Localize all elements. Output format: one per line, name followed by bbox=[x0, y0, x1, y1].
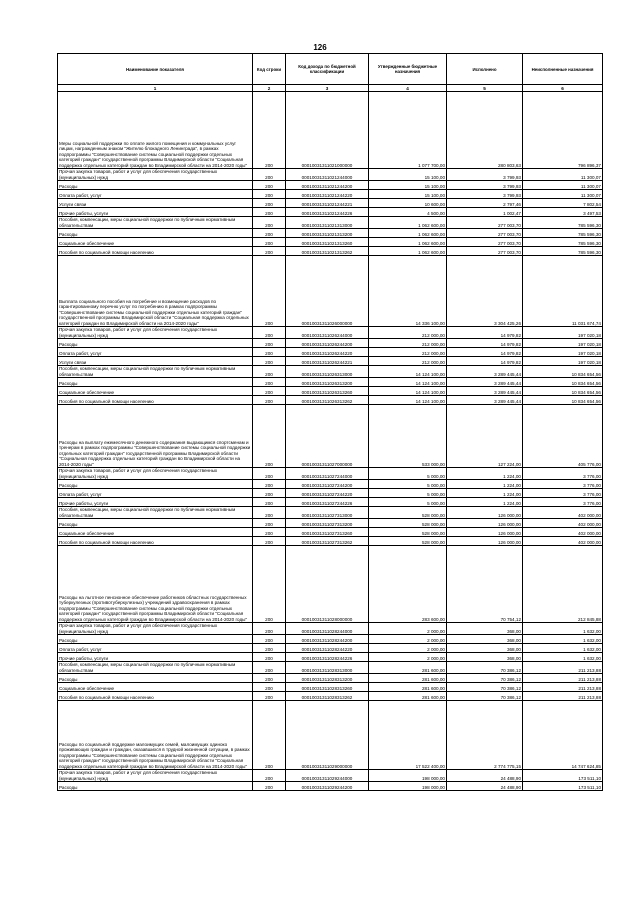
row-code: 200 bbox=[253, 366, 286, 378]
row-name: Пособия по социальной помощи населению bbox=[58, 396, 253, 405]
row-approved: 2 000,00 bbox=[369, 623, 447, 635]
row-classification: 00010031311027244226 bbox=[286, 498, 369, 507]
row-approved: 283 600,00 bbox=[369, 546, 447, 623]
table-row bbox=[58, 169, 603, 181]
col-number: 1 bbox=[58, 85, 253, 92]
row-classification: 00010031311028244200 bbox=[286, 635, 369, 644]
row-approved: 5 000,00 bbox=[369, 498, 447, 507]
table-row bbox=[58, 208, 603, 217]
table-row bbox=[58, 489, 603, 498]
row-approved: 281 600,00 bbox=[369, 674, 447, 683]
col-number: 6 bbox=[523, 85, 603, 92]
col-number: 5 bbox=[447, 85, 523, 92]
row-approved: 17 522 400,00 bbox=[369, 701, 447, 770]
row-executed: 3 304 425,26 bbox=[447, 256, 523, 327]
row-classification: 00010031311028000000 bbox=[286, 546, 369, 623]
row-approved: 212 000,00 bbox=[369, 339, 447, 348]
row-code: 200 bbox=[253, 662, 286, 674]
row-executed: 3 799,93 bbox=[447, 190, 523, 199]
row-executed: 1 224,00 bbox=[447, 489, 523, 498]
row-name: Социальное обеспечение bbox=[58, 238, 253, 247]
row-unexecuted: 11 300,07 bbox=[523, 190, 603, 199]
row-approved: 281 600,00 bbox=[369, 662, 447, 674]
row-executed: 127 224,00 bbox=[447, 405, 523, 468]
row-unexecuted: 211 213,88 bbox=[523, 692, 603, 701]
row-classification: 00010031311021244000 bbox=[286, 169, 369, 181]
col-header-name: Наименование показателя bbox=[58, 54, 253, 85]
row-executed: 14 979,82 bbox=[447, 339, 523, 348]
row-code: 200 bbox=[253, 169, 286, 181]
row-unexecuted: 402 000,00 bbox=[523, 537, 603, 546]
row-approved: 5 000,00 bbox=[369, 480, 447, 489]
row-unexecuted: 1 632,00 bbox=[523, 653, 603, 662]
row-unexecuted: 11 300,07 bbox=[523, 169, 603, 181]
row-code: 200 bbox=[253, 701, 286, 770]
table-row bbox=[58, 653, 603, 662]
row-classification: 00010031311027313000 bbox=[286, 507, 369, 519]
row-name: Услуги связи bbox=[58, 199, 253, 208]
row-approved: 15 100,00 bbox=[369, 169, 447, 181]
row-name: Расходы bbox=[58, 480, 253, 489]
table-row bbox=[58, 238, 603, 247]
col-header-code: Код строки bbox=[253, 54, 286, 85]
table-row bbox=[58, 348, 603, 357]
table-row bbox=[58, 683, 603, 692]
row-name: Расходы по социальной поддержке малоимущих семей, малоимущих одиноко проживающих граждан и граждан, оказавшихся в трудной жизненной ситуации, в рамках подпрограммы "Совершенствование системы социальной поддержки отдельных категорий граждан" государственной программы Владимирской области "Социальная поддержка отдельных категорий граждан во Владимирской области на 2014-2020 годы" bbox=[58, 701, 253, 770]
row-name: Оплата работ, услуг bbox=[58, 644, 253, 653]
row-executed: 70 754,12 bbox=[447, 546, 523, 623]
table-row bbox=[58, 537, 603, 546]
row-name: Расходы bbox=[58, 378, 253, 387]
row-executed: 3 289 445,44 bbox=[447, 396, 523, 405]
row-name: Расходы bbox=[58, 339, 253, 348]
row-classification: 00010031311029244000 bbox=[286, 770, 369, 782]
row-approved: 1 062 600,00 bbox=[369, 238, 447, 247]
table-row bbox=[58, 635, 603, 644]
row-classification: 00010031311026244221 bbox=[286, 357, 369, 366]
row-classification: 00010031311028313260 bbox=[286, 683, 369, 692]
col-header-unexecuted: Неисполненные назначения bbox=[523, 54, 603, 85]
row-executed: 3 799,93 bbox=[447, 169, 523, 181]
row-code: 200 bbox=[253, 357, 286, 366]
row-unexecuted: 197 020,18 bbox=[523, 348, 603, 357]
row-code: 200 bbox=[253, 190, 286, 199]
row-executed: 368,00 bbox=[447, 635, 523, 644]
row-name: Оплата работ, услуг bbox=[58, 489, 253, 498]
row-classification: 00010031311027244200 bbox=[286, 480, 369, 489]
row-executed: 24 488,90 bbox=[447, 770, 523, 782]
row-executed: 2 797,46 bbox=[447, 199, 523, 208]
row-unexecuted: 11 031 674,74 bbox=[523, 256, 603, 327]
row-code: 200 bbox=[253, 378, 286, 387]
table-row bbox=[58, 507, 603, 519]
row-executed: 2 774 775,15 bbox=[447, 701, 523, 770]
row-classification: 00010031311021000000 bbox=[286, 92, 369, 169]
row-code: 200 bbox=[253, 692, 286, 701]
table-row bbox=[58, 782, 603, 791]
row-executed: 368,00 bbox=[447, 623, 523, 635]
row-classification: 00010031311026244000 bbox=[286, 327, 369, 339]
row-executed: 24 488,90 bbox=[447, 782, 523, 791]
row-executed: 126 000,00 bbox=[447, 537, 523, 546]
row-code: 200 bbox=[253, 770, 286, 782]
table-row bbox=[58, 92, 603, 169]
row-code: 200 bbox=[253, 327, 286, 339]
table-row bbox=[58, 181, 603, 190]
row-classification: 00010031311027244000 bbox=[286, 468, 369, 480]
row-name: Меры социальной поддержки по оплате жилого помещения и коммунальных услуг лицам, награжденным знаком "Жителю блокадного Ленинграда", в рамках подпрограммы "Совершенствование системы социальной поддержки отдельных категорий граждан" государственной программы Владимирской области "Социальная поддержка отдельных категорий граждан во Владимирской области на 2014-2020 годы" bbox=[58, 92, 253, 169]
table-row bbox=[58, 247, 603, 256]
row-unexecuted: 211 213,88 bbox=[523, 674, 603, 683]
row-approved: 10 600,00 bbox=[369, 199, 447, 208]
row-code: 200 bbox=[253, 229, 286, 238]
row-executed: 277 003,70 bbox=[447, 238, 523, 247]
row-approved: 1 062 600,00 bbox=[369, 217, 447, 229]
row-classification: 00010031311029000000 bbox=[286, 701, 369, 770]
row-name: Прочая закупка товаров, работ и услуг для обеспечения государственных (муниципальных) нужд bbox=[58, 468, 253, 480]
row-executed: 3 289 445,44 bbox=[447, 366, 523, 378]
row-unexecuted: 197 020,18 bbox=[523, 357, 603, 366]
row-name: Прочие работы, услуги bbox=[58, 653, 253, 662]
row-executed: 277 003,70 bbox=[447, 247, 523, 256]
row-approved: 198 000,00 bbox=[369, 770, 447, 782]
row-executed: 280 803,63 bbox=[447, 92, 523, 169]
row-approved: 528 000,00 bbox=[369, 519, 447, 528]
row-classification: 00010031311026244200 bbox=[286, 339, 369, 348]
row-executed: 126 000,00 bbox=[447, 528, 523, 537]
row-approved: 14 336 100,00 bbox=[369, 256, 447, 327]
row-name: Расходы bbox=[58, 782, 253, 791]
row-name: Пособия, компенсации, меры социальной поддержки по публичным нормативным обязательствам bbox=[58, 366, 253, 378]
row-approved: 5 000,00 bbox=[369, 468, 447, 480]
row-name: Прочая закупка товаров, работ и услуг для обеспечения государственных (муниципальных) нужд bbox=[58, 623, 253, 635]
row-approved: 14 124 100,00 bbox=[369, 366, 447, 378]
row-code: 200 bbox=[253, 238, 286, 247]
row-name: Пособия по социальной помощи населению bbox=[58, 247, 253, 256]
row-executed: 14 979,82 bbox=[447, 357, 523, 366]
row-executed: 368,00 bbox=[447, 653, 523, 662]
row-classification: 00010031311027313200 bbox=[286, 519, 369, 528]
row-name: Расходы на льготное пенсионное обеспечение работников областных государственных туберкулезных (противотуберкулезных) учреждений здравоохранения в рамках подпрограммы "Совершенствование системы социальной поддержки отдельных категорий граждан" государственной программы Владимирской области "Социальная поддержка отдельных категорий граждан во Владимирской области на 2014-2020 годы" bbox=[58, 546, 253, 623]
row-name: Прочие работы, услуги bbox=[58, 498, 253, 507]
row-name: Расходы на выплату ежемесячного денежного содержания выдающимся спортсменам и тренерам в рамках подпрограммы "Совершенствование системы социальной поддержки отдельных категорий граждан" государственной программы Владимирской области "Социальная поддержка отдельных категорий граждан во Владимирской области на 2014-2020 годы" bbox=[58, 405, 253, 468]
row-code: 200 bbox=[253, 181, 286, 190]
row-approved: 212 000,00 bbox=[369, 357, 447, 366]
row-executed: 70 386,12 bbox=[447, 692, 523, 701]
col-number: 3 bbox=[286, 85, 369, 92]
row-classification: 00010031311026244220 bbox=[286, 348, 369, 357]
row-code: 200 bbox=[253, 468, 286, 480]
row-classification: 00010031311021313200 bbox=[286, 229, 369, 238]
row-approved: 1 062 600,00 bbox=[369, 229, 447, 238]
row-unexecuted: 10 834 654,56 bbox=[523, 396, 603, 405]
table-row bbox=[58, 339, 603, 348]
row-approved: 1 077 700,00 bbox=[369, 92, 447, 169]
row-classification: 00010031311021313262 bbox=[286, 247, 369, 256]
row-approved: 198 000,00 bbox=[369, 782, 447, 791]
row-code: 200 bbox=[253, 782, 286, 791]
row-code: 200 bbox=[253, 507, 286, 519]
table-row bbox=[58, 519, 603, 528]
table-row bbox=[58, 396, 603, 405]
row-executed: 70 386,12 bbox=[447, 674, 523, 683]
row-classification: 00010031311026313200 bbox=[286, 378, 369, 387]
row-approved: 14 124 100,00 bbox=[369, 378, 447, 387]
row-name: Пособия, компенсации, меры социальной поддержки по публичным нормативным обязательствам bbox=[58, 217, 253, 229]
table-row bbox=[58, 405, 603, 468]
row-executed: 277 003,70 bbox=[447, 229, 523, 238]
col-header-approved: Утвержденные бюджетные назначения bbox=[369, 54, 447, 85]
row-code: 200 bbox=[253, 546, 286, 623]
row-name: Услуги связи bbox=[58, 357, 253, 366]
row-unexecuted: 785 596,30 bbox=[523, 238, 603, 247]
row-approved: 14 124 100,00 bbox=[369, 396, 447, 405]
table-row bbox=[58, 357, 603, 366]
row-code: 200 bbox=[253, 528, 286, 537]
row-name: Пособия по социальной помощи населению bbox=[58, 692, 253, 701]
col-header-classification: Код дохода по бюджетной классификации bbox=[286, 54, 369, 85]
row-unexecuted: 173 511,10 bbox=[523, 770, 603, 782]
row-code: 200 bbox=[253, 256, 286, 327]
row-code: 200 bbox=[253, 387, 286, 396]
row-classification: 00010031311028244226 bbox=[286, 653, 369, 662]
row-classification: 00010031311021313000 bbox=[286, 217, 369, 229]
row-classification: 00010031311021313260 bbox=[286, 238, 369, 247]
row-executed: 70 386,12 bbox=[447, 683, 523, 692]
row-name: Оплата работ, услуг bbox=[58, 348, 253, 357]
row-classification: 00010031311026000000 bbox=[286, 256, 369, 327]
row-classification: 00010031311027000000 bbox=[286, 405, 369, 468]
row-executed: 14 979,82 bbox=[447, 348, 523, 357]
row-unexecuted: 14 747 624,85 bbox=[523, 701, 603, 770]
row-classification: 00010031311026313000 bbox=[286, 366, 369, 378]
row-classification: 00010031311021244226 bbox=[286, 208, 369, 217]
row-unexecuted: 211 213,88 bbox=[523, 683, 603, 692]
table-row bbox=[58, 644, 603, 653]
table-row bbox=[58, 528, 603, 537]
row-executed: 368,00 bbox=[447, 644, 523, 653]
row-approved: 533 000,00 bbox=[369, 405, 447, 468]
row-approved: 528 000,00 bbox=[369, 528, 447, 537]
row-executed: 277 003,70 bbox=[447, 217, 523, 229]
row-approved: 5 000,00 bbox=[369, 489, 447, 498]
row-code: 200 bbox=[253, 537, 286, 546]
row-unexecuted: 10 834 654,56 bbox=[523, 378, 603, 387]
table-row bbox=[58, 327, 603, 339]
row-code: 200 bbox=[253, 480, 286, 489]
table-row bbox=[58, 190, 603, 199]
row-unexecuted: 10 834 654,56 bbox=[523, 366, 603, 378]
row-executed: 1 002,47 bbox=[447, 208, 523, 217]
row-executed: 1 224,00 bbox=[447, 480, 523, 489]
row-name: Пособия, компенсации, меры социальной поддержки по публичным нормативным обязательствам bbox=[58, 662, 253, 674]
row-unexecuted: 785 596,30 bbox=[523, 229, 603, 238]
row-name: Пособия по социальной помощи населению bbox=[58, 537, 253, 546]
row-approved: 281 600,00 bbox=[369, 683, 447, 692]
row-unexecuted: 173 511,10 bbox=[523, 782, 603, 791]
row-unexecuted: 1 632,00 bbox=[523, 635, 603, 644]
table-row bbox=[58, 480, 603, 489]
row-unexecuted: 211 213,88 bbox=[523, 662, 603, 674]
row-unexecuted: 3 497,53 bbox=[523, 208, 603, 217]
row-code: 200 bbox=[253, 339, 286, 348]
row-unexecuted: 1 632,00 bbox=[523, 644, 603, 653]
row-approved: 528 000,00 bbox=[369, 507, 447, 519]
row-approved: 281 600,00 bbox=[369, 692, 447, 701]
table-row bbox=[58, 770, 603, 782]
row-unexecuted: 402 000,00 bbox=[523, 507, 603, 519]
row-code: 200 bbox=[253, 653, 286, 662]
row-unexecuted: 1 632,00 bbox=[523, 623, 603, 635]
row-name: Расходы bbox=[58, 519, 253, 528]
row-name: Социальное обеспечение bbox=[58, 683, 253, 692]
report-body bbox=[58, 92, 603, 791]
row-unexecuted: 11 300,07 bbox=[523, 181, 603, 190]
row-classification: 00010031311028313262 bbox=[286, 692, 369, 701]
table-row bbox=[58, 217, 603, 229]
table-row bbox=[58, 366, 603, 378]
header-row bbox=[58, 54, 603, 85]
row-unexecuted: 3 776,00 bbox=[523, 489, 603, 498]
row-code: 200 bbox=[253, 644, 286, 653]
row-code: 200 bbox=[253, 208, 286, 217]
row-name: Расходы bbox=[58, 229, 253, 238]
page-number: 126 bbox=[313, 43, 327, 52]
row-code: 200 bbox=[253, 498, 286, 507]
col-number: 4 bbox=[369, 85, 447, 92]
row-unexecuted: 785 596,30 bbox=[523, 247, 603, 256]
row-approved: 212 000,00 bbox=[369, 348, 447, 357]
row-code: 200 bbox=[253, 199, 286, 208]
table-row bbox=[58, 229, 603, 238]
row-unexecuted: 10 834 654,56 bbox=[523, 387, 603, 396]
row-code: 200 bbox=[253, 405, 286, 468]
table-row bbox=[58, 498, 603, 507]
table-row bbox=[58, 674, 603, 683]
row-code: 200 bbox=[253, 396, 286, 405]
row-approved: 2 000,00 bbox=[369, 635, 447, 644]
row-approved: 14 124 100,00 bbox=[369, 387, 447, 396]
row-approved: 2 000,00 bbox=[369, 653, 447, 662]
row-name: Социальное обеспечение bbox=[58, 387, 253, 396]
row-classification: 00010031311026313260 bbox=[286, 387, 369, 396]
table-row bbox=[58, 387, 603, 396]
row-executed: 3 289 445,44 bbox=[447, 387, 523, 396]
row-executed: 14 979,82 bbox=[447, 327, 523, 339]
row-classification: 00010031311027244220 bbox=[286, 489, 369, 498]
row-name: Расходы bbox=[58, 674, 253, 683]
row-executed: 70 386,12 bbox=[447, 662, 523, 674]
table-row bbox=[58, 256, 603, 327]
row-executed: 126 000,00 bbox=[447, 519, 523, 528]
row-unexecuted: 7 802,54 bbox=[523, 199, 603, 208]
row-unexecuted: 402 000,00 bbox=[523, 528, 603, 537]
row-code: 200 bbox=[253, 489, 286, 498]
row-name: Прочая закупка товаров, работ и услуг для обеспечения государственных (муниципальных) нужд bbox=[58, 327, 253, 339]
col-header-executed: Исполнено bbox=[447, 54, 523, 85]
table-row bbox=[58, 623, 603, 635]
row-code: 200 bbox=[253, 348, 286, 357]
row-classification: 00010031311021244221 bbox=[286, 199, 369, 208]
row-code: 200 bbox=[253, 519, 286, 528]
row-classification: 00010031311027313262 bbox=[286, 537, 369, 546]
table-row bbox=[58, 701, 603, 770]
row-unexecuted: 785 596,30 bbox=[523, 217, 603, 229]
row-unexecuted: 197 020,18 bbox=[523, 327, 603, 339]
col-number: 2 bbox=[253, 85, 286, 92]
row-code: 200 bbox=[253, 92, 286, 169]
table-row bbox=[58, 662, 603, 674]
row-unexecuted: 197 020,18 bbox=[523, 339, 603, 348]
row-code: 200 bbox=[253, 674, 286, 683]
row-name: Расходы bbox=[58, 181, 253, 190]
row-code: 200 bbox=[253, 623, 286, 635]
row-classification: 00010031311021244200 bbox=[286, 181, 369, 190]
row-classification: 00010031311028313000 bbox=[286, 662, 369, 674]
row-unexecuted: 3 776,00 bbox=[523, 498, 603, 507]
row-unexecuted: 405 776,00 bbox=[523, 405, 603, 468]
table-row bbox=[58, 199, 603, 208]
row-classification: 00010031311028244220 bbox=[286, 644, 369, 653]
row-name: Социальное обеспечение bbox=[58, 528, 253, 537]
row-code: 200 bbox=[253, 247, 286, 256]
table-row bbox=[58, 692, 603, 701]
row-executed: 1 224,00 bbox=[447, 468, 523, 480]
row-unexecuted: 796 896,37 bbox=[523, 92, 603, 169]
row-name: Пособия, компенсации, меры социальной поддержки по публичным нормативным обязательствам bbox=[58, 507, 253, 519]
row-approved: 2 000,00 bbox=[369, 644, 447, 653]
row-name: Оплата работ, услуг bbox=[58, 190, 253, 199]
row-unexecuted: 212 845,88 bbox=[523, 546, 603, 623]
row-name: Расходы bbox=[58, 635, 253, 644]
row-name: Прочая закупка товаров, работ и услуг для обеспечения государственных (муниципальных) нужд bbox=[58, 770, 253, 782]
row-executed: 3 289 445,44 bbox=[447, 378, 523, 387]
row-approved: 15 100,00 bbox=[369, 190, 447, 199]
table-row bbox=[58, 378, 603, 387]
row-approved: 15 100,00 bbox=[369, 181, 447, 190]
row-name: Выплата социального пособия на погребение и возмещение расходов по гарантированному перечню услуг по погребению в рамках подпрограммы "Совершенствование системы социальной поддержки отдельных категорий граждан" государственной программы Владимирской области "Социальная поддержка отдельных категорий граждан во Владимирской области на 2014-2020 годы" bbox=[58, 256, 253, 327]
row-classification: 00010031311021244220 bbox=[286, 190, 369, 199]
row-approved: 4 500,00 bbox=[369, 208, 447, 217]
row-executed: 3 799,93 bbox=[447, 181, 523, 190]
row-unexecuted: 3 776,00 bbox=[523, 468, 603, 480]
column-number-row bbox=[58, 85, 603, 92]
row-approved: 528 000,00 bbox=[369, 537, 447, 546]
row-unexecuted: 402 000,00 bbox=[523, 519, 603, 528]
row-classification: 00010031311029244200 bbox=[286, 782, 369, 791]
row-code: 200 bbox=[253, 217, 286, 229]
row-code: 200 bbox=[253, 683, 286, 692]
row-classification: 00010031311028313200 bbox=[286, 674, 369, 683]
row-classification: 00010031311027313260 bbox=[286, 528, 369, 537]
row-name: Прочие работы, услуги bbox=[58, 208, 253, 217]
row-classification: 00010031311026313262 bbox=[286, 396, 369, 405]
row-code: 200 bbox=[253, 635, 286, 644]
row-unexecuted: 3 776,00 bbox=[523, 480, 603, 489]
budget-report-table bbox=[57, 53, 603, 791]
table-row bbox=[58, 546, 603, 623]
row-approved: 212 000,00 bbox=[369, 327, 447, 339]
row-name: Прочая закупка товаров, работ и услуг для обеспечения государственных (муниципальных) нужд bbox=[58, 169, 253, 181]
row-approved: 1 062 600,00 bbox=[369, 247, 447, 256]
row-executed: 1 224,00 bbox=[447, 498, 523, 507]
row-classification: 00010031311028244000 bbox=[286, 623, 369, 635]
row-executed: 126 000,00 bbox=[447, 507, 523, 519]
table-row bbox=[58, 468, 603, 480]
